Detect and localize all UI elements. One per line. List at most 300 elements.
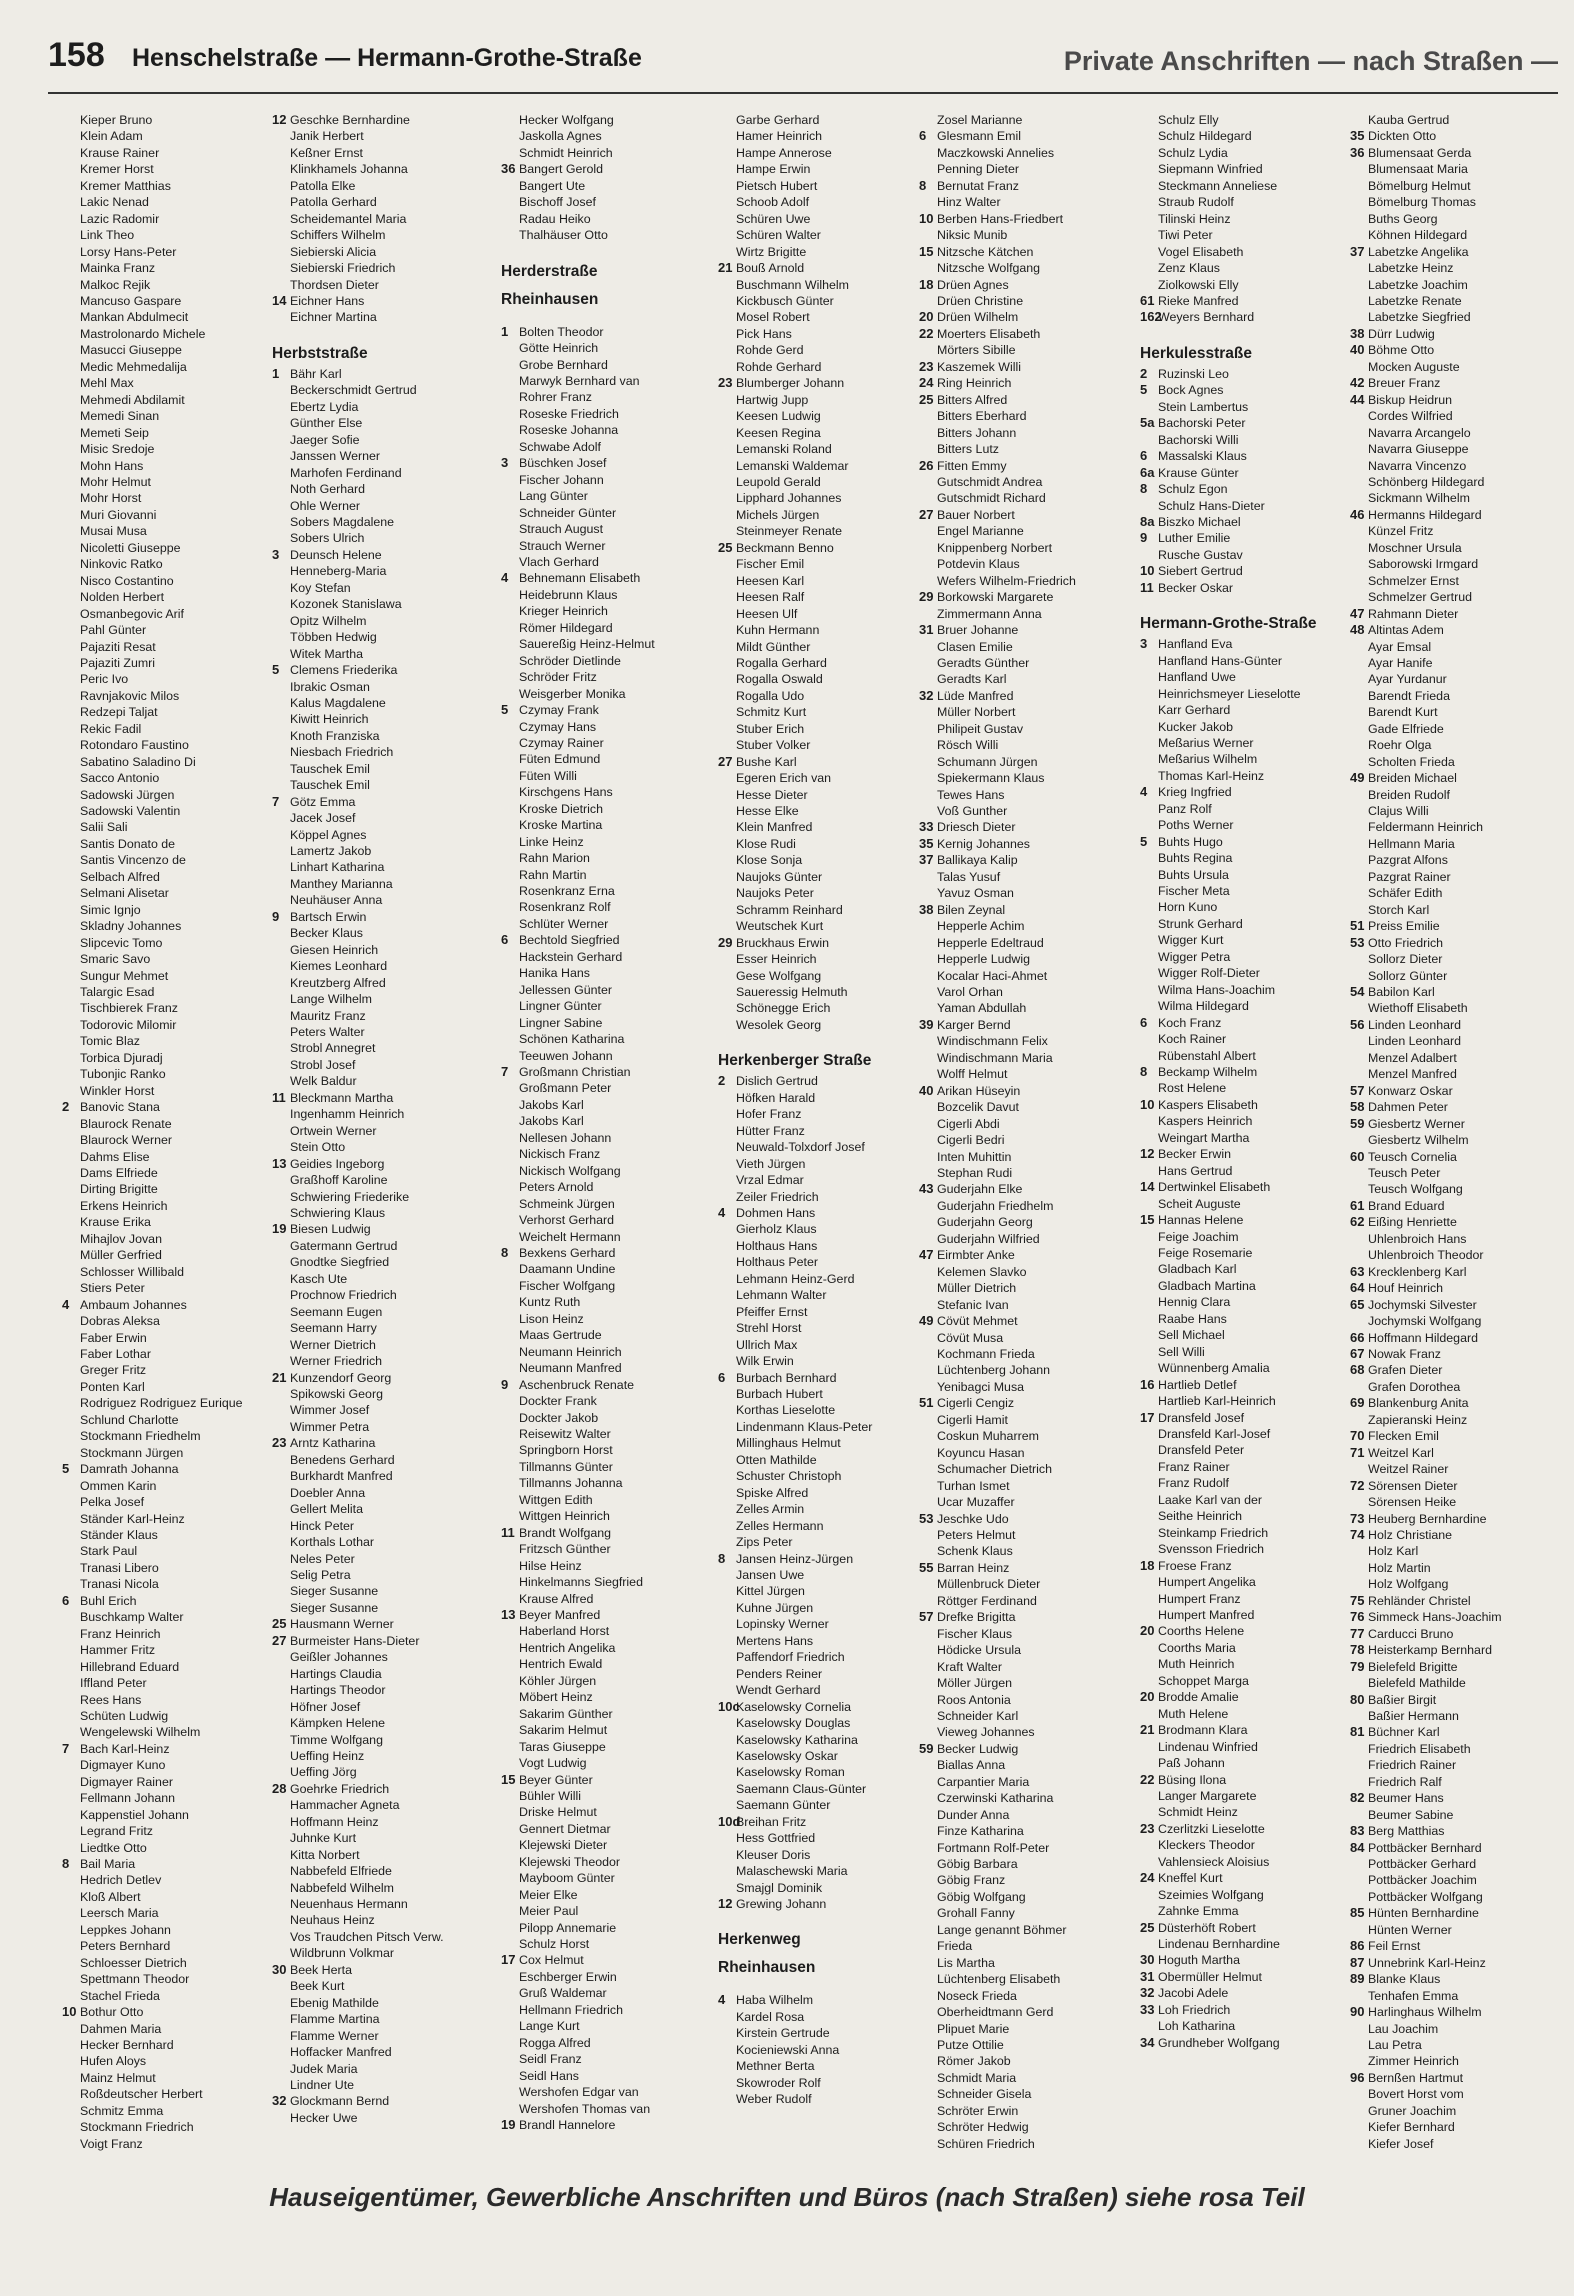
resident-name: Bitters Alfred	[937, 392, 1008, 407]
resident-entry	[272, 1962, 472, 1978]
resident-name: Springborn Horst	[519, 1443, 613, 1458]
resident-entry	[919, 1214, 1119, 1230]
resident-name: Füten Willi	[519, 768, 577, 783]
resident-name: Vieweg Johannes	[937, 1725, 1035, 1740]
resident-name: Becker Ludwig	[937, 1741, 1019, 1756]
house-number: 80	[1350, 1691, 1365, 1707]
house-number	[1350, 441, 1368, 457]
resident-name: Varol Orhan	[937, 985, 1003, 1000]
house-number	[272, 1814, 290, 1830]
house-number	[919, 1149, 937, 1165]
house-number: 27	[718, 753, 733, 769]
resident-name: Rogalla Oswald	[736, 672, 823, 687]
resident-entry	[272, 1304, 472, 1320]
resident-entry	[1140, 1739, 1340, 1755]
house-number	[718, 968, 736, 984]
house-number	[1350, 721, 1368, 737]
resident-name: Roseske Johanna	[519, 423, 619, 438]
resident-entry	[501, 1031, 701, 1047]
resident-entry	[62, 869, 262, 885]
resident-name: Brand Eduard	[1368, 1198, 1445, 1213]
resident-entry	[62, 1527, 262, 1543]
resident-entry	[272, 1370, 472, 1386]
house-number	[501, 1229, 519, 1245]
house-number: 3	[272, 546, 280, 562]
house-number	[62, 326, 80, 342]
resident-entry	[1140, 669, 1340, 685]
resident-entry	[62, 1609, 262, 1625]
resident-entry	[919, 951, 1119, 967]
resident-entry	[919, 1543, 1119, 1559]
resident-name: Schiffers Wilhelm	[290, 228, 386, 243]
house-number: 14	[272, 292, 287, 308]
resident-entry	[501, 570, 701, 586]
resident-entry	[919, 1774, 1119, 1790]
resident-entry	[62, 1905, 262, 1921]
house-number: 11	[272, 1089, 286, 1105]
resident-entry	[919, 2037, 1119, 2053]
resident-entry	[1350, 1214, 1550, 1230]
resident-name: Cordes Wilfried	[1368, 409, 1453, 424]
house-number	[62, 622, 80, 638]
house-number	[501, 1130, 519, 1146]
resident-entry	[718, 1000, 918, 1016]
resident-entry	[1140, 194, 1340, 210]
resident-name: Sickmann Wilhelm	[1368, 491, 1470, 506]
house-number: 13	[272, 1155, 287, 1171]
resident-name: Rogga Alfred	[519, 2035, 591, 2050]
house-number	[718, 392, 736, 408]
resident-entry	[1350, 458, 1550, 474]
house-number: 4	[718, 1205, 726, 1220]
resident-name: Sacco Antonio	[80, 771, 160, 786]
resident-name: Dockter Jakob	[519, 1410, 599, 1425]
resident-entry	[1350, 721, 1550, 737]
resident-name: Lakic Nenad	[80, 195, 149, 210]
resident-entry	[919, 639, 1119, 655]
resident-entry	[919, 425, 1119, 441]
resident-entry	[718, 951, 918, 967]
resident-name: Greger Fritz	[80, 1363, 147, 1378]
resident-name: Schneider Günter	[519, 505, 617, 520]
resident-entry	[1350, 425, 1550, 441]
resident-entry	[919, 721, 1119, 737]
resident-entry	[501, 1080, 701, 1096]
resident-entry	[501, 2117, 701, 2133]
resident-entry	[1140, 784, 1340, 800]
resident-entry	[1140, 1146, 1340, 1162]
resident-name: Kneffel Kurt	[1158, 1871, 1223, 1886]
resident-entry	[919, 589, 1119, 605]
resident-entry	[1350, 852, 1550, 868]
house-number	[62, 342, 80, 358]
resident-entry	[718, 1106, 918, 1122]
resident-name: Massalski Klaus	[1158, 449, 1247, 464]
house-number	[1140, 1393, 1158, 1409]
resident-name: Neuhaus Heinz	[290, 1913, 375, 1928]
resident-name: Kirschgens Hans	[519, 785, 613, 800]
resident-name: Heinrichsmeyer Lieselotte	[1158, 686, 1301, 701]
resident-entry	[1140, 1393, 1340, 1409]
house-number: 3	[501, 455, 509, 471]
resident-entry	[718, 1830, 918, 1846]
house-number	[501, 965, 519, 981]
resident-name: Blumberger Johann	[736, 376, 845, 391]
resident-entry	[62, 754, 262, 770]
resident-entry	[501, 439, 701, 455]
house-number	[501, 373, 519, 389]
resident-entry	[272, 1189, 472, 1205]
house-number	[919, 1922, 937, 1938]
house-number	[718, 1452, 736, 1468]
resident-name: Brodmann Klara	[1158, 1723, 1248, 1738]
house-number	[272, 744, 290, 760]
resident-entry	[1350, 1083, 1550, 1099]
house-number	[62, 1675, 80, 1691]
house-number	[501, 1804, 519, 1820]
resident-name: Jacobi Adele	[1158, 1986, 1229, 2001]
house-number	[501, 949, 519, 965]
house-number	[919, 1165, 937, 1181]
resident-entry	[272, 777, 472, 793]
resident-entry	[272, 1534, 472, 1550]
resident-entry	[1350, 1807, 1550, 1823]
resident-name: Weutschek Kurt	[736, 919, 824, 934]
resident-entry	[718, 342, 918, 358]
resident-entry	[718, 589, 918, 605]
resident-entry	[919, 1609, 1119, 1625]
resident-name: Biskup Heidrun	[1368, 392, 1453, 407]
house-number	[272, 1402, 290, 1418]
resident-name: Finze Katharina	[937, 1824, 1024, 1839]
resident-name: Hampe Erwin	[736, 162, 811, 177]
house-number: 4	[62, 1296, 70, 1312]
house-number	[62, 606, 80, 622]
house-number: 90	[1350, 2004, 1365, 2020]
resident-entry	[272, 975, 472, 991]
house-number	[919, 1659, 937, 1675]
house-number: 38	[1350, 325, 1365, 341]
house-number	[501, 178, 519, 194]
resident-entry	[272, 1008, 472, 1024]
resident-name: Coorths Helene	[1158, 1624, 1245, 1639]
resident-entry	[501, 1393, 701, 1409]
resident-entry	[62, 293, 262, 309]
house-number: 70	[1350, 1428, 1365, 1444]
resident-entry	[1140, 1920, 1340, 1936]
resident-name: Buhts Ursula	[1158, 867, 1229, 882]
resident-name: Koch Rainer	[1158, 1032, 1227, 1047]
house-number: 16	[1140, 1376, 1155, 1392]
house-number	[272, 1238, 290, 1254]
resident-entry	[919, 606, 1119, 622]
house-number: 62	[1350, 1214, 1365, 1230]
resident-entry	[919, 1231, 1119, 1247]
house-number	[919, 490, 937, 506]
resident-name: Uhlenbroich Hans	[1368, 1231, 1467, 1246]
house-number	[919, 1955, 937, 1971]
house-number	[62, 375, 80, 391]
resident-entry	[272, 876, 472, 892]
resident-entry	[272, 794, 472, 810]
resident-name: Bitters Eberhard	[937, 409, 1027, 424]
resident-entry	[1140, 1475, 1340, 1491]
street-heading: Herkenweg	[718, 1931, 801, 1949]
resident-entry	[919, 1461, 1119, 1477]
resident-name: Feil Ernst	[1368, 1939, 1421, 1954]
house-number	[718, 704, 736, 720]
house-number	[501, 2051, 519, 2067]
house-number	[501, 1722, 519, 1738]
resident-name: Hilse Heinz	[519, 1558, 582, 1573]
resident-entry	[272, 415, 472, 431]
resident-name: Stefanic Ivan	[937, 1297, 1009, 1312]
house-number	[919, 1593, 937, 1609]
resident-name: Wesolek Georg	[736, 1017, 822, 1032]
house-number: 61	[1350, 1197, 1365, 1213]
resident-name: Schüren Friedrich	[937, 2136, 1035, 2151]
resident-entry	[718, 408, 918, 424]
resident-name: Hoguth Martha	[1158, 1953, 1240, 1968]
house-number: 21	[272, 1369, 287, 1385]
resident-entry	[919, 622, 1119, 638]
resident-name: Holthaus Hans	[736, 1238, 818, 1253]
house-number	[919, 1050, 937, 1066]
resident-entry	[272, 1929, 472, 1945]
house-number	[1140, 982, 1158, 998]
resident-name: Kuhn Hermann	[736, 623, 820, 638]
resident-name: Voigt Franz	[80, 2136, 143, 2151]
resident-name: Carpantier Maria	[937, 1774, 1030, 1789]
resident-name: Hesse Dieter	[736, 787, 808, 802]
resident-entry	[501, 1212, 701, 1228]
house-number: 7	[501, 1064, 509, 1080]
resident-entry	[272, 1024, 472, 1040]
resident-entry	[1140, 965, 1340, 981]
resident-name: Lingner Günter	[519, 999, 602, 1014]
resident-name: Füten Edmund	[519, 752, 601, 767]
resident-entry	[718, 1814, 918, 1830]
house-number	[501, 1541, 519, 1557]
resident-name: Kitta Norbert	[290, 1847, 360, 1862]
resident-name: Weber Rudolf	[736, 2092, 812, 2107]
resident-name: Kelemen Slavko	[937, 1264, 1027, 1279]
house-number	[272, 2110, 290, 2126]
house-number	[62, 836, 80, 852]
house-number	[1350, 211, 1368, 227]
resident-entry	[272, 761, 472, 777]
house-number	[919, 1642, 937, 1658]
house-number: 23	[919, 358, 934, 374]
resident-name: Pelka Josef	[80, 1495, 145, 1510]
resident-name: Zips Peter	[736, 1535, 793, 1550]
house-number: 40	[919, 1082, 934, 1098]
resident-entry	[272, 1666, 472, 1682]
resident-entry	[272, 498, 472, 514]
resident-entry	[718, 145, 918, 161]
resident-name: Hepperle Edeltraud	[937, 935, 1044, 950]
resident-name: Tiwi Peter	[1158, 228, 1213, 243]
house-number	[501, 1212, 519, 1228]
resident-name: Skowroder Rolf	[736, 2075, 821, 2090]
house-number	[272, 613, 290, 629]
resident-name: Schoppet Marga	[1158, 1673, 1249, 1688]
resident-entry	[718, 606, 918, 622]
resident-entry	[272, 728, 472, 744]
resident-name: Lopinsky Werner	[736, 1617, 829, 1632]
house-number	[62, 1181, 80, 1197]
resident-entry	[62, 1132, 262, 1148]
resident-name: Lingner Sabine	[519, 1015, 603, 1030]
resident-entry	[718, 128, 918, 144]
resident-entry	[919, 2086, 1119, 2102]
resident-entry	[718, 2042, 918, 2058]
resident-entry	[1140, 514, 1340, 530]
resident-name: Legrand Fritz	[80, 1824, 154, 1839]
resident-name: Ruzinski Leo	[1158, 366, 1229, 381]
resident-entry	[1350, 1609, 1550, 1625]
house-number	[501, 2084, 519, 2100]
house-number	[501, 867, 519, 883]
resident-entry	[718, 507, 918, 523]
house-number	[272, 211, 290, 227]
house-number	[501, 1327, 519, 1343]
resident-name: Müller Gerfried	[80, 1248, 162, 1263]
house-number	[919, 556, 937, 572]
resident-name: Talargic Esad	[80, 985, 155, 1000]
house-number	[1140, 161, 1158, 177]
resident-entry	[919, 573, 1119, 589]
house-number	[501, 751, 519, 767]
house-number	[272, 1205, 290, 1221]
resident-name: Schneider Gisela	[937, 2087, 1032, 2102]
house-number	[718, 1649, 736, 1665]
resident-entry	[272, 1205, 472, 1221]
resident-entry	[919, 770, 1119, 786]
resident-name: Schüren Uwe	[736, 211, 811, 226]
resident-name: Spiske Alfred	[736, 1485, 809, 1500]
resident-entry	[1140, 2035, 1340, 2051]
resident-entry	[501, 735, 701, 751]
resident-name: Cox Helmut	[519, 1953, 584, 1968]
resident-name: Göbig Barbara	[937, 1857, 1018, 1872]
resident-entry	[272, 1732, 472, 1748]
house-number: 8	[501, 1245, 509, 1260]
resident-entry	[919, 1346, 1119, 1362]
resident-entry	[1140, 1821, 1340, 1837]
resident-entry	[272, 1748, 472, 1764]
resident-name: Lindenau Winfried	[1158, 1739, 1258, 1754]
resident-entry	[919, 1099, 1119, 1115]
house-number	[1140, 1854, 1158, 1870]
directory-column-6	[1140, 112, 1340, 2152]
resident-entry	[718, 2025, 918, 2041]
house-number	[62, 1165, 80, 1181]
resident-entry	[272, 1287, 472, 1303]
house-number	[1350, 589, 1368, 605]
resident-name: Büchner Karl	[1368, 1725, 1440, 1740]
resident-entry	[62, 606, 262, 622]
resident-name: Rohde Gerhard	[736, 359, 822, 374]
resident-entry	[1140, 2018, 1340, 2034]
house-number	[272, 1945, 290, 1961]
house-number	[1350, 2021, 1368, 2037]
house-number: 59	[1350, 1115, 1365, 1131]
house-number	[919, 984, 937, 1000]
resident-entry	[1140, 1772, 1340, 1788]
house-number	[272, 1468, 290, 1484]
house-number	[718, 1797, 736, 1813]
house-number	[501, 768, 519, 784]
house-number	[919, 2037, 937, 2053]
resident-entry	[1140, 260, 1340, 276]
house-number	[501, 1969, 519, 1985]
resident-name: Stiers Peter	[80, 1281, 145, 1296]
resident-name: Clasen Emilie	[937, 639, 1013, 654]
resident-name: Siebierski Alicia	[290, 244, 377, 259]
resident-entry	[718, 655, 918, 671]
resident-name: Fischer Meta	[1158, 884, 1230, 899]
house-number	[62, 1692, 80, 1708]
house-number	[718, 770, 736, 786]
resident-entry	[1140, 1294, 1340, 1310]
resident-entry	[62, 2070, 262, 2086]
street-heading: Herkulesstraße	[1140, 344, 1253, 362]
resident-entry	[62, 968, 262, 984]
resident-name: Guderjahn Georg	[937, 1215, 1033, 1230]
house-number: 8	[62, 1856, 70, 1872]
resident-entry	[1350, 128, 1550, 144]
house-number	[272, 128, 290, 144]
resident-name: Eichner Hans	[290, 293, 365, 308]
resident-entry	[272, 1814, 472, 1830]
resident-entry	[1350, 737, 1550, 753]
resident-name: Rekic Fadil	[80, 721, 142, 736]
resident-entry	[62, 260, 262, 276]
resident-entry	[1350, 326, 1550, 342]
resident-name: Babilon Karl	[1368, 985, 1435, 1000]
house-number	[272, 1551, 290, 1567]
house-number	[718, 918, 736, 934]
house-number: 20	[919, 309, 934, 325]
resident-name: Windischmann Felix	[937, 1034, 1048, 1049]
resident-name: Winkler Horst	[80, 1083, 155, 1098]
house-number	[1140, 801, 1158, 817]
house-number	[919, 1346, 937, 1362]
house-number	[272, 1057, 290, 1073]
resident-name: Daamann Undine	[519, 1262, 616, 1277]
resident-name: Straub Rudolf	[1158, 195, 1234, 210]
house-number	[718, 244, 736, 260]
resident-name: Bouß Arnold	[736, 261, 805, 276]
resident-entry	[501, 340, 701, 356]
resident-entry	[718, 1992, 918, 2008]
resident-name: Weichelt Hermann	[519, 1229, 621, 1244]
house-number	[62, 984, 80, 1000]
resident-name: Höfner Josef	[290, 1699, 361, 1714]
resident-name: Köhnen Hildegard	[1368, 228, 1468, 243]
resident-name: Mainka Franz	[80, 261, 156, 276]
resident-entry	[1350, 770, 1550, 786]
house-number	[718, 1189, 736, 1205]
resident-name: Weisgerber Monika	[519, 686, 626, 701]
resident-entry	[1350, 1955, 1550, 1971]
resident-name: Weitzel Rainer	[1368, 1462, 1449, 1477]
house-number	[62, 112, 80, 128]
resident-name: Otto Friedrich	[1368, 935, 1444, 950]
resident-name: Rahn Marion	[519, 851, 590, 866]
house-number	[919, 523, 937, 539]
